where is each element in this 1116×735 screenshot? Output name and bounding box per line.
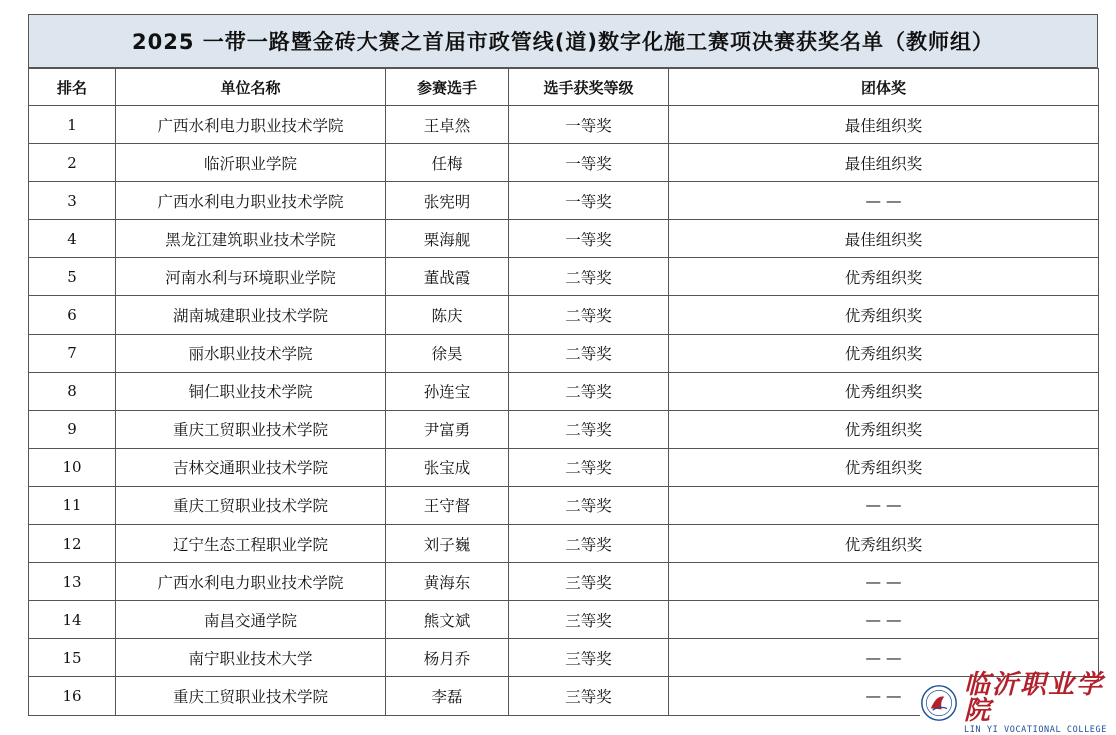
cell-level: 一等奖 xyxy=(509,182,669,220)
cell-team: 优秀组织奖 xyxy=(669,410,1099,448)
cell-unit: 临沂职业学院 xyxy=(116,144,386,182)
cell-team: — — xyxy=(669,677,1099,715)
cell-player: 王卓然 xyxy=(386,106,509,144)
cell-level: 二等奖 xyxy=(509,486,669,524)
cell-player: 张宪明 xyxy=(386,182,509,220)
cell-rank: 5 xyxy=(29,258,116,296)
cell-player: 孙连宝 xyxy=(386,372,509,410)
cell-rank: 3 xyxy=(29,182,116,220)
cell-unit: 广西水利电力职业技术学院 xyxy=(116,106,386,144)
cell-level: 一等奖 xyxy=(509,144,669,182)
table-row xyxy=(29,410,1099,448)
logo-cn-text: 临沂职业学院 xyxy=(964,669,1105,726)
cell-team: 优秀组织奖 xyxy=(669,258,1099,296)
cell-unit: 广西水利电力职业技术学院 xyxy=(116,563,386,601)
cell-team: 优秀组织奖 xyxy=(669,296,1099,334)
cell-level: 二等奖 xyxy=(509,258,669,296)
cell-team: 最佳组织奖 xyxy=(669,220,1099,258)
cell-rank: 13 xyxy=(29,563,116,601)
cell-team: 优秀组织奖 xyxy=(669,448,1099,486)
table-row xyxy=(29,182,1099,220)
cell-level: 二等奖 xyxy=(509,334,669,372)
cell-unit: 河南水利与环境职业学院 xyxy=(116,258,386,296)
header-player: 参赛选手 xyxy=(386,69,509,106)
cell-level: 一等奖 xyxy=(509,106,669,144)
table-row xyxy=(29,601,1099,639)
cell-team: — — xyxy=(669,486,1099,524)
cell-rank: 2 xyxy=(29,144,116,182)
table-row xyxy=(29,372,1099,410)
cell-player: 刘子巍 xyxy=(386,525,509,563)
cell-team: 优秀组织奖 xyxy=(669,372,1099,410)
cell-level: 二等奖 xyxy=(509,296,669,334)
cell-level: 三等奖 xyxy=(509,639,669,677)
cell-unit: 吉林交通职业技术学院 xyxy=(116,448,386,486)
cell-unit: 重庆工贸职业技术学院 xyxy=(116,486,386,524)
cell-unit: 重庆工贸职业技术学院 xyxy=(116,677,386,715)
cell-unit: 铜仁职业技术学院 xyxy=(116,372,386,410)
cell-rank: 9 xyxy=(29,410,116,448)
cell-player: 黄海东 xyxy=(386,563,509,601)
cell-level: 一等奖 xyxy=(509,220,669,258)
cell-team: — — xyxy=(669,563,1099,601)
cell-player: 任梅 xyxy=(386,144,509,182)
cell-level: 二等奖 xyxy=(509,372,669,410)
cell-unit: 黑龙江建筑职业技术学院 xyxy=(116,220,386,258)
table-header-row xyxy=(29,69,1099,106)
cell-level: 二等奖 xyxy=(509,525,669,563)
logo-en-text: LIN YI VOCATIONAL COLLEGE xyxy=(964,724,1107,735)
cell-unit: 南宁职业技术大学 xyxy=(116,639,386,677)
cell-unit: 南昌交通学院 xyxy=(116,601,386,639)
cell-team: — — xyxy=(669,182,1099,220)
table-row xyxy=(29,525,1099,563)
cell-team: 最佳组织奖 xyxy=(669,106,1099,144)
table-row xyxy=(29,106,1099,144)
cell-unit: 湖南城建职业技术学院 xyxy=(116,296,386,334)
table-row xyxy=(29,639,1099,677)
header-rank: 排名 xyxy=(29,69,116,106)
cell-player: 栗海舰 xyxy=(386,220,509,258)
cell-team: — — xyxy=(669,601,1099,639)
cell-level: 二等奖 xyxy=(509,410,669,448)
cell-rank: 10 xyxy=(29,448,116,486)
page-title: 2025 一带一路暨金砖大赛之首届市政管线(道)数字化施工赛项决赛获奖名单（教师组） xyxy=(28,14,1098,68)
header-unit: 单位名称 xyxy=(116,69,386,106)
cell-rank: 8 xyxy=(29,372,116,410)
cell-player: 陈庆 xyxy=(386,296,509,334)
cell-player: 尹富勇 xyxy=(386,410,509,448)
table-row xyxy=(29,486,1099,524)
results-sheet xyxy=(28,14,1098,716)
cell-rank: 7 xyxy=(29,334,116,372)
cell-player: 王守督 xyxy=(386,486,509,524)
table-row xyxy=(29,258,1099,296)
cell-team: — — xyxy=(669,639,1099,677)
cell-team: 优秀组织奖 xyxy=(669,334,1099,372)
cell-unit: 重庆工贸职业技术学院 xyxy=(116,410,386,448)
cell-unit: 广西水利电力职业技术学院 xyxy=(116,182,386,220)
table-row xyxy=(29,563,1099,601)
table-row xyxy=(29,448,1099,486)
cell-rank: 6 xyxy=(29,296,116,334)
cell-level: 三等奖 xyxy=(509,677,669,715)
cell-team: 最佳组织奖 xyxy=(669,144,1099,182)
cell-rank: 1 xyxy=(29,106,116,144)
cell-unit: 辽宁生态工程职业学院 xyxy=(116,525,386,563)
cell-rank: 4 xyxy=(29,220,116,258)
table-row xyxy=(29,144,1099,182)
cell-rank: 11 xyxy=(29,486,116,524)
table-row xyxy=(29,334,1099,372)
results-table xyxy=(28,68,1099,716)
cell-player: 徐昊 xyxy=(386,334,509,372)
table-row xyxy=(29,296,1099,334)
cell-player: 杨月乔 xyxy=(386,639,509,677)
cell-rank: 15 xyxy=(29,639,116,677)
cell-level: 三等奖 xyxy=(509,601,669,639)
table-row xyxy=(29,220,1099,258)
cell-rank: 12 xyxy=(29,525,116,563)
cell-player: 张宝成 xyxy=(386,448,509,486)
college-emblem-icon xyxy=(920,682,958,724)
header-team: 团体奖 xyxy=(669,69,1099,106)
header-level: 选手获奖等级 xyxy=(509,69,669,106)
cell-team: 优秀组织奖 xyxy=(669,525,1099,563)
cell-player: 熊文斌 xyxy=(386,601,509,639)
cell-level: 二等奖 xyxy=(509,448,669,486)
cell-player: 董战霞 xyxy=(386,258,509,296)
cell-level: 三等奖 xyxy=(509,563,669,601)
cell-rank: 14 xyxy=(29,601,116,639)
cell-unit: 丽水职业技术学院 xyxy=(116,334,386,372)
cell-rank: 16 xyxy=(29,677,116,715)
cell-player: 李磊 xyxy=(386,677,509,715)
college-logo xyxy=(920,669,1116,735)
